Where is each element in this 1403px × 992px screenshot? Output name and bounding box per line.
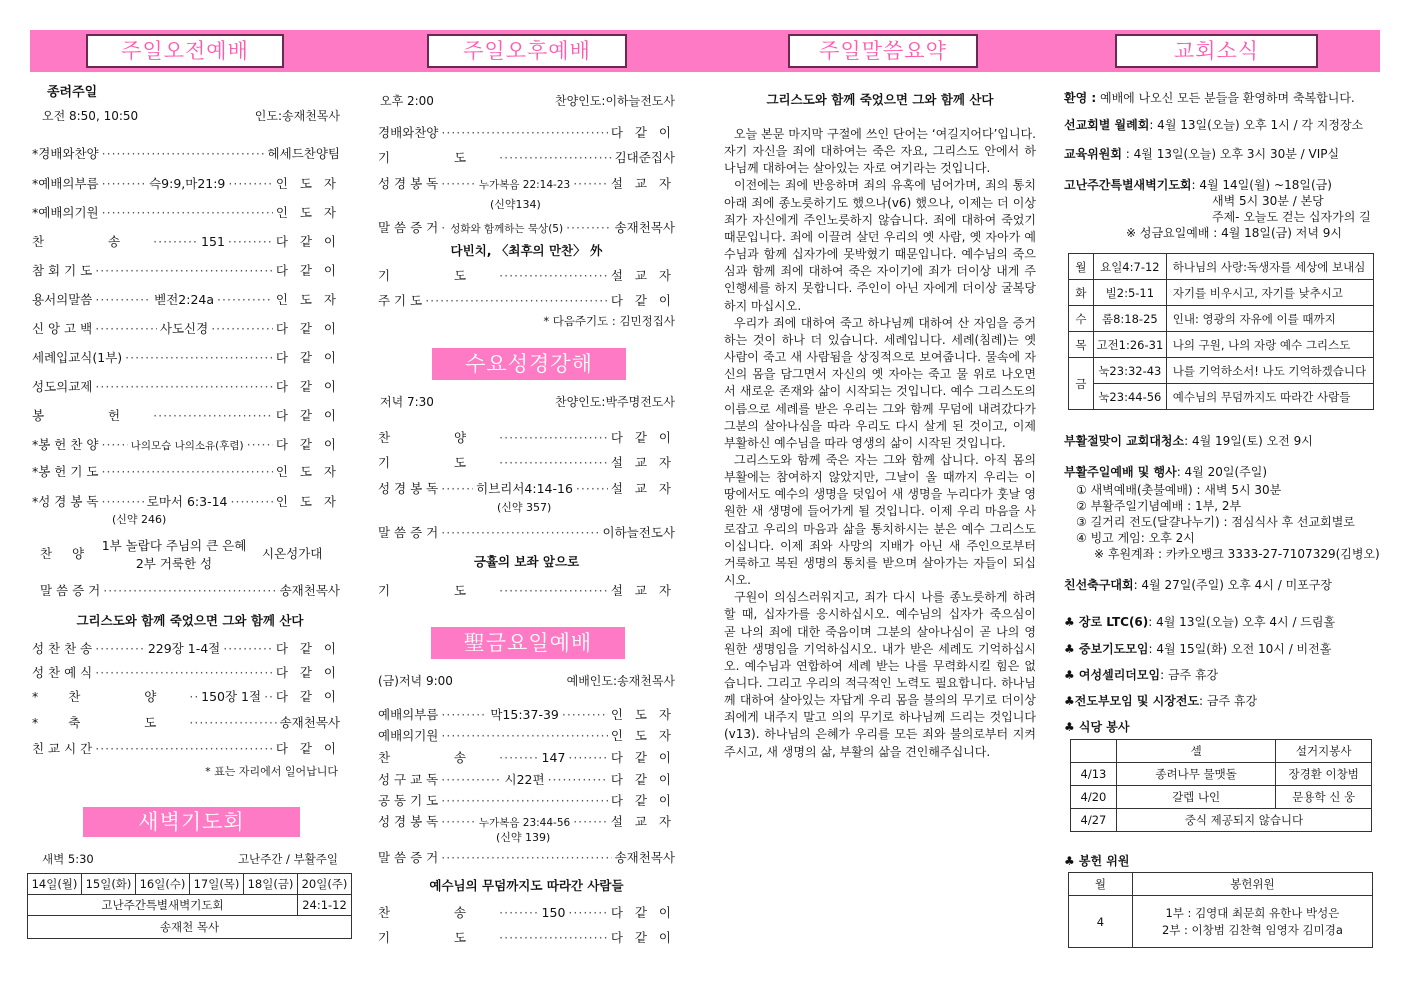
schedule-title: 인내: 영광의 자유에 이를 때까지	[1166, 306, 1373, 332]
order-label: *축 도	[32, 715, 187, 730]
schedule-title: 나의 구원, 나의 자랑 예수 그리스도	[1166, 332, 1373, 358]
order-detail: 로마서 6:3-14	[146, 494, 228, 509]
news-soccer	[1064, 576, 1332, 593]
order-row	[32, 739, 340, 757]
order-row	[378, 928, 675, 946]
morning-sermon-label: 말 씀 증 거	[40, 583, 101, 598]
dawn-day: 16일(수)	[136, 874, 190, 895]
dawn-prayer-text: : 4월 14일(월) ~18일(금)	[1191, 178, 1332, 192]
order-row	[378, 479, 675, 497]
order-row	[32, 348, 340, 366]
dawn-day: 18일(금)	[244, 874, 298, 895]
order-person: 인 도 자	[275, 494, 340, 509]
edu-label: 교육위원회	[1064, 147, 1122, 161]
mission-label: 선교회별 월례회	[1064, 118, 1150, 132]
easter-clean-text: : 4월 19일(토) 오전 9시	[1184, 434, 1313, 448]
intercession-text: : 4월 15일(화) 오전 10시 / 비전홀	[1148, 642, 1332, 656]
order-person: 다 같 이	[610, 905, 676, 920]
dawn-pastor: 송재천 목사	[28, 916, 352, 939]
order-detail: 150	[541, 905, 566, 920]
order-label: 참 회 기 도	[32, 263, 93, 278]
kitchen-helper: 문용학 신 웅	[1276, 786, 1372, 809]
dawn-period: 고난주간 / 부활주일	[237, 852, 338, 866]
afternoon-time: 오후 2:00	[380, 94, 434, 108]
summary-paragraph: 그리스도와 함께 죽은 자는 그와 함께 삽니다. 아직 몸의 부활에는 참여하지 않았지만, 그날이 올 때까지 우리는 이 땅에서도 예수의 생명을 덧입어 새 생명을 누리다가 훗날 영원한 새 생명에 들어가게 될 것입니다. 이제 우리 마음을 사로잡고 우리의 마음과 삶을 통치하시는 분은 예수 그리스도이십니다. 이제 죄와 사망의 지배가 아닌 새 주인으로부터 거룩하고 복된 생명의 통치를 받으며 살아가는 자들이 되십시오.	[724, 452, 1036, 588]
news-mission	[1064, 116, 1363, 133]
afternoon-testimony-preacher: 송재천목사	[614, 220, 675, 235]
easter-item: ② 부활주일기념예배 : 1부, 2부	[1076, 499, 1242, 513]
order-row	[378, 903, 675, 921]
order-label: *봉 헌 기 도	[32, 464, 99, 479]
news-easter-clean	[1064, 432, 1313, 449]
morning-sermon-preacher: 송재천목사	[279, 583, 340, 598]
order-row	[32, 261, 340, 279]
order-label: 성 경 봉 독	[378, 814, 439, 829]
order-row	[378, 174, 675, 192]
morning-sermon-title: 그리스도와 함께 죽었으면 그와 함께 산다	[76, 613, 304, 628]
order-row	[32, 232, 340, 250]
order-row	[378, 291, 675, 309]
order-detail: 나의모습 나의소유(후렴)	[130, 440, 244, 452]
evangelism-label: ♣전도부모임 및 시장전도	[1064, 694, 1200, 708]
order-label: 성 경 봉 독	[378, 481, 439, 496]
order-person: 인 도 자	[610, 707, 675, 722]
evangelism-text: : 금주 휴강	[1199, 694, 1258, 708]
order-row	[32, 377, 340, 395]
friday-sermon-preacher: 송재천목사	[614, 850, 675, 865]
schedule-ref: 눅23:32-43	[1093, 358, 1166, 384]
dawn-program: 고난주간특별새벽기도회	[28, 895, 298, 916]
elder-label: ♣ 장로 LTC(6)	[1064, 615, 1149, 629]
order-row	[378, 266, 675, 284]
standing-note: * 표는 자리에서 일어납니다	[205, 765, 338, 778]
offering-month: 4	[1069, 896, 1133, 948]
order-person: 송재천목사	[279, 715, 340, 730]
schedule-title: 예수님의 무덤까지도 따라간 사람들	[1166, 384, 1373, 410]
news-women	[1064, 666, 1218, 683]
order-detail: 229장 1-4절	[147, 641, 221, 656]
friday-reading-note: (신약 139)	[496, 831, 551, 844]
summary-paragraph: 이전에는 죄에 반응하며 죄의 유혹에 넘어가며, 죄의 통치 아래 죄에 종노릇하기도 했으나(v6) 했으나, 이제는 더 이상 죄가 자신에게 주인노릇하지 않습니다. 죄에 대하여 죽었기 때문입니다. 죄에 이끌려 살던 우리의 옛 사람, 옛 자아가 예수님과 함께 십자가에 못박혔기 때문입니다. 예수님의 죽으심과 함께 죄에 대하여 죽은 자이기에 죄가 더이상 내게 주인행세를 하지 못합니다. 주인이 아닌 자에게 더이상 굴복당하지 마십시오.	[724, 178, 1036, 313]
easter-item: ※ 후원계좌 : 카카오뱅크 3333-27-7107329(김병오)	[1094, 547, 1380, 561]
news-easter	[1064, 463, 1267, 480]
order-label: 봉 헌	[32, 408, 151, 423]
kitchen-head: 설거지봉사	[1276, 740, 1372, 763]
offering-head-members: 봉헌위원	[1132, 873, 1372, 896]
friday-leader: 예배인도:송재천목사	[566, 674, 675, 688]
kitchen-cell: 중식 제공되지 않습니다	[1116, 809, 1371, 832]
order-label: 용서의말씀	[32, 292, 93, 307]
choir-songs	[94, 537, 254, 573]
order-person: 다 같 이	[610, 293, 675, 308]
order-label: 찬 양	[378, 430, 497, 445]
schedule-title: 자기를 비우시고, 자기를 낮추시고	[1166, 280, 1373, 306]
news-elder	[1064, 613, 1335, 630]
order-detail: 누가복음 22:14-23	[478, 179, 571, 191]
order-row	[378, 726, 675, 744]
afternoon-leader: 찬양인도:이하늘전도사	[555, 94, 675, 108]
order-row	[32, 203, 340, 221]
dawn-table	[27, 873, 352, 939]
order-label: 주 기 도	[378, 293, 423, 308]
order-detail: 벧전2:24a	[154, 292, 215, 307]
order-detail: 150장 1절	[201, 689, 262, 704]
summary-body	[724, 126, 1036, 761]
friday-sermon-label: 말 씀 증 거	[378, 850, 439, 865]
kitchen-date: 4/13	[1071, 763, 1117, 786]
order-label: 공 동 기 도	[378, 793, 439, 808]
women-text: : 금주 휴강	[1160, 668, 1219, 682]
order-person: 인 도 자	[275, 205, 340, 220]
schedule-ref: 요일4:7-12	[1093, 254, 1166, 280]
offering-head-month: 월	[1069, 873, 1133, 896]
wednesday-title: 긍휼의 보좌 앞으로	[473, 554, 580, 569]
order-person: 다 같 이	[610, 930, 675, 945]
order-label: 예배의부름	[378, 707, 439, 722]
order-label: 성 경 봉 독	[378, 176, 439, 191]
easter-item: ④ 빙고 게임: 오후 2시	[1076, 531, 1195, 545]
wednesday-sermon-preacher: 이하늘전도사	[602, 525, 675, 540]
order-label: 경배와찬양	[378, 125, 439, 140]
easter-item: ③ 길거리 전도(달걀나누기) : 점심식사 후 선교회별로	[1076, 515, 1355, 529]
dawn-prayer-line2: 새벽 5시 30분 / 본당	[1212, 194, 1324, 208]
welcome-label: 환영 :	[1064, 91, 1097, 105]
choir-label: 찬 양	[40, 546, 93, 561]
wednesday-reading-note: (신약 357)	[497, 501, 552, 514]
summary-paragraph: 우리가 죄에 대하여 죽고 하나님께 대하여 산 자임을 증거하는 것이 하나 더 있습니다. 세례입니다. 세례(침례)는 옛 사람이 죽고 새 사람됨을 상징적으로 보여줍니다. 물속에 자신의 몸을 담그면서 자신의 옛 자아는 죽고 물 위로 나오면서 새로운 존재와 삶이 시작되는 것입니다. 예수 그리스도의 이름으로 세례를 받은 우리는 그와 함께 무덤에 내려갔다가 그분의 살아나심을 따라 우리도 다시 살게 된 것이고, 이제 부활하신 예수님을 따라 영생의 삶이 시작된 것입니다.	[724, 315, 1036, 450]
order-label: *예배의기원	[32, 205, 99, 220]
order-row	[378, 148, 675, 166]
dawn-prayer-label: 고난주간특별새벽기도회	[1064, 178, 1192, 192]
order-label: 기 도	[378, 455, 497, 470]
order-row	[378, 748, 675, 766]
order-row	[378, 453, 675, 471]
kitchen-cell: 갈렙 나인	[1116, 786, 1275, 809]
kitchen-head: 셀	[1116, 740, 1275, 763]
dawn-day: 14일(월)	[28, 874, 82, 895]
afternoon-drama-title: 다빈치, 〈최후의 만찬〉 外	[450, 243, 603, 258]
soccer-text: : 4월 27일(주일) 오후 4시 / 미포구장	[1133, 578, 1332, 592]
order-person: 다 같 이	[275, 350, 340, 365]
dawn-prayer-line3: 주제- 오늘도 걷는 십자가의 길	[1212, 210, 1371, 224]
order-row	[32, 144, 340, 162]
wednesday-header: 수요성경강해	[432, 348, 626, 380]
order-label: *예배의부름	[32, 176, 99, 191]
order-person: 다 같 이	[275, 379, 340, 394]
order-row	[32, 406, 340, 424]
afternoon-testimony-label: 말 씀 증 거	[378, 220, 439, 235]
summary-paragraph: 오늘 본문 마지막 구절에 쓰인 단어는 ‘여길지어다’입니다. 자기 자신을 죄에 대하여는 죽은 자요, 그리스도 안에서 하나님께 대하여는 살아있는 자로 여기라는 것입니다.	[724, 127, 1036, 176]
morning-subtitle: 종려주일	[47, 85, 98, 100]
schedule-day: 목	[1069, 332, 1094, 358]
order-person: 다 같 이	[275, 641, 341, 656]
kitchen-helper: 장경환 이창범	[1276, 763, 1372, 786]
order-row	[32, 687, 340, 705]
schedule-title: 하나님의 사랑:독생자를 세상에 보내심	[1166, 254, 1373, 280]
easter-item: ① 새벽예배(촛불예배) : 새벽 5시 30분	[1076, 483, 1282, 497]
schedule-ref: 고전1:26-31	[1093, 332, 1166, 358]
order-label: *성 경 봉 독	[32, 494, 99, 509]
friday-title: 예수님의 무덤까지도 따라간 사람들	[429, 878, 624, 893]
order-row	[32, 663, 340, 681]
order-detail: 슥9:9,마21:9	[149, 176, 226, 191]
dawn-day: 15일(화)	[82, 874, 136, 895]
next-prayer-note: * 다음주기도 : 김민정집사	[543, 314, 675, 328]
order-person: 다 같 이	[610, 793, 675, 808]
soccer-label: 친선축구대회	[1064, 578, 1134, 592]
schedule-ref: 빌2:5-11	[1093, 280, 1166, 306]
order-person: 다 같 이	[275, 741, 340, 756]
header-afternoon-worship: 주일오후예배	[427, 34, 627, 68]
friday-time: (금)저녁 9:00	[378, 674, 453, 688]
kitchen-date: 4/20	[1071, 786, 1117, 809]
order-detail: 시22편	[504, 772, 545, 787]
order-person: 설 교 자	[610, 814, 675, 829]
kitchen-table	[1070, 739, 1372, 832]
schedule-ref: 눅23:44-56	[1093, 384, 1166, 410]
order-person: 인 도 자	[275, 292, 340, 307]
order-row	[32, 492, 340, 510]
order-detail: 히브리서4:14-16	[476, 481, 573, 496]
dawn-day: 20일(주)	[298, 874, 352, 895]
news-welcome	[1064, 89, 1355, 106]
afternoon-testimony-row	[378, 218, 675, 236]
order-row	[32, 713, 340, 731]
order-row	[32, 462, 340, 480]
order-person: 인 도 자	[275, 176, 341, 191]
wednesday-prayer-label: 기 도	[378, 583, 497, 598]
news-intercession	[1064, 640, 1331, 657]
order-row	[378, 812, 675, 830]
wednesday-sermon-label: 말 씀 증 거	[378, 525, 439, 540]
wednesday-prayer-row	[378, 581, 675, 599]
order-label: *봉 헌 찬 양	[32, 437, 99, 452]
order-row	[378, 770, 675, 788]
elder-text: : 4월 13일(오늘) 오후 4시 / 드림홀	[1148, 615, 1336, 629]
offering-line-2: 2부 : 이창범 김찬혁 임영자 김미경a	[1161, 922, 1343, 937]
easter-clean-label: 부활절맞이 교회대청소	[1064, 434, 1185, 448]
order-row	[32, 290, 340, 308]
offering-line-1: 1부 : 김영대 최문희 유한나 박성은	[1165, 905, 1340, 920]
order-person: 다 같 이	[275, 665, 340, 680]
order-person: 김대준집사	[614, 150, 675, 165]
header-church-news: 교회소식	[1115, 34, 1318, 68]
dawn-header: 새벽기도회	[83, 807, 300, 837]
order-person: 다 같 이	[275, 408, 340, 423]
order-person: 인 도 자	[610, 728, 675, 743]
order-row	[378, 705, 675, 723]
morning-reading-note: (신약 246)	[112, 513, 167, 526]
schedule-day: 화	[1069, 280, 1094, 306]
summary-paragraph: 구원이 의심스러워지고, 죄가 다시 나를 종노릇하게 하려할 때, 십자가를 응시하십시오. 예수님의 십자가 죽으심이 곧 나의 죄에 대한 죽음이며 그분의 살아나심이 곧 나의 영원한 생명임을 기억하십시오. 내가 받은 세례도 기억하십시오. 예수님과 연합하여 세례 받는 나를 무력화시킬 힘은 없습니다. 그리고 우리의 적극적인 노력도 필요합니다. 하나님께 대하여 살아있는 자답게 우리 몸을 불의의 무기로 더이상 죄에게 내주지 말고 의의 무기로 하나님께 드리는 것입니다(v13). 하나님의 은혜가 우리를 모든 죄와 불의로부터 지켜주시고, 새 생명의 삶, 부활의 삶을 견인해주십니다.	[724, 590, 1036, 759]
schedule-day: 월	[1069, 254, 1094, 280]
mission-text: : 4월 13일(오늘) 오후 1시 / 각 지정장소	[1149, 118, 1364, 132]
order-detail: 147	[541, 750, 566, 765]
easter-label: 부활주일예배 및 행사	[1064, 465, 1177, 479]
order-person: 헤세드찬양팀	[267, 146, 340, 161]
header-morning-worship: 주일오전예배	[86, 34, 284, 68]
friday-sermon-row	[378, 848, 675, 866]
order-row	[378, 428, 675, 446]
kitchen-label: ♣ 식당 봉사	[1064, 720, 1130, 734]
women-label: ♣ 여성셀리더모임	[1064, 668, 1161, 682]
order-label: 성도의교제	[32, 379, 93, 394]
order-label: *경배와찬양	[32, 146, 99, 161]
order-label: 세례입교식(1부)	[32, 350, 123, 365]
kitchen-head-date	[1071, 740, 1117, 763]
kitchen-cell: 종려나무 물맷돌	[1116, 763, 1275, 786]
schedule-day: 금	[1069, 358, 1094, 410]
order-label: *찬 양	[32, 689, 187, 704]
welcome-text: 예배에 나오신 모든 분들을 환영하며 축복합니다.	[1100, 91, 1355, 105]
summary-title: 그리스도와 함께 죽었으면 그와 함께 산다	[766, 92, 994, 107]
order-detail: 151	[201, 234, 225, 249]
choir-name: 시온성가대	[262, 546, 323, 561]
order-person: 다 같 이	[275, 263, 340, 278]
schedule-title: 나를 기억하소서! 나도 기억하겠습니다	[1166, 358, 1373, 384]
dawn-time: 새벽 5:30	[42, 852, 94, 866]
wednesday-sermon-row	[378, 523, 675, 541]
wednesday-time: 저녁 7:30	[380, 395, 434, 409]
offering-label: ♣ 봉헌 위원	[1064, 854, 1130, 868]
order-label: 찬 송	[32, 234, 151, 249]
news-dawn-prayer	[1064, 176, 1332, 193]
order-label: 성 찬 예 식	[32, 665, 93, 680]
order-person: 설 교 자	[610, 268, 675, 283]
order-label: 기 도	[378, 150, 497, 165]
dawn-prayer-line4: ※ 성금요일예배 : 4월 18일(금) 저녁 9시	[1126, 226, 1342, 240]
order-detail: 사도신경	[159, 321, 209, 336]
order-label: 친 교 시 간	[32, 741, 93, 756]
order-label: 찬 송	[378, 750, 497, 765]
order-person: 다 같 이	[275, 321, 341, 336]
edu-text: : 4월 13일(오늘) 오후 3시 30분 / VIP실	[1125, 147, 1340, 161]
wednesday-leader: 찬양인도:박주명전도사	[555, 395, 675, 409]
prayer-schedule-table	[1068, 253, 1374, 410]
order-row	[32, 174, 340, 192]
dawn-day: 17일(목)	[190, 874, 244, 895]
order-detail: 막15:37-39	[490, 707, 559, 722]
order-label: 기 도	[378, 268, 497, 283]
kitchen-date: 4/27	[1071, 809, 1117, 832]
order-row	[32, 639, 340, 657]
order-person: 다 같 이	[610, 125, 675, 140]
order-row	[32, 435, 340, 453]
order-person: 다 같 이	[275, 689, 340, 704]
order-person: 다 같 이	[275, 234, 341, 249]
order-person: 다 같 이	[610, 430, 675, 445]
order-person: 다 같 이	[275, 437, 341, 452]
morning-time: 오전 8:50, 10:50	[42, 109, 139, 123]
news-evangelism	[1064, 692, 1257, 709]
order-label: 찬 송	[378, 905, 497, 920]
order-row	[32, 319, 340, 337]
order-person: 설 교 자	[610, 455, 675, 470]
order-label: 신 앙 고 백	[32, 321, 93, 336]
order-detail: 누가복음 23:44-56	[478, 817, 571, 829]
order-label: 성 구 교 독	[378, 772, 439, 787]
afternoon-testimony-topic: 성화와 함께하는 묵상(5)	[450, 223, 564, 235]
intercession-label: ♣ 중보기도모임	[1064, 642, 1149, 656]
header-sermon-summary: 주일말씀요약	[788, 34, 978, 68]
wednesday-prayer-right: 설 교 자	[610, 583, 675, 598]
news-education	[1064, 145, 1339, 162]
morning-sermon-row	[40, 581, 340, 599]
order-label: 기 도	[378, 930, 497, 945]
friday-header: 聖금요일예배	[431, 627, 625, 659]
order-person: 다 같 이	[610, 772, 676, 787]
easter-text: : 4월 20일(주일)	[1176, 465, 1267, 479]
order-label: 성 찬 찬 송	[32, 641, 93, 656]
choir-song-1: 1부 놀랍다 주님의 큰 은혜	[101, 538, 247, 553]
schedule-day: 수	[1069, 306, 1094, 332]
dawn-program-ref: 24:1-12	[298, 895, 352, 916]
order-label: 예배의기원	[378, 728, 439, 743]
order-row	[378, 123, 675, 141]
schedule-ref: 롬8:18-25	[1093, 306, 1166, 332]
order-person: 설 교 자	[610, 176, 675, 191]
order-person: 설 교 자	[610, 481, 675, 496]
order-row	[378, 791, 675, 809]
order-person: 인 도 자	[275, 464, 340, 479]
choir-song-2: 2부 거룩한 성	[135, 556, 213, 571]
offering-table	[1068, 872, 1373, 948]
morning-leader: 인도:송재천목사	[254, 109, 340, 123]
order-person: 다 같 이	[610, 750, 676, 765]
afternoon-reading-note: (신약134)	[490, 198, 541, 211]
